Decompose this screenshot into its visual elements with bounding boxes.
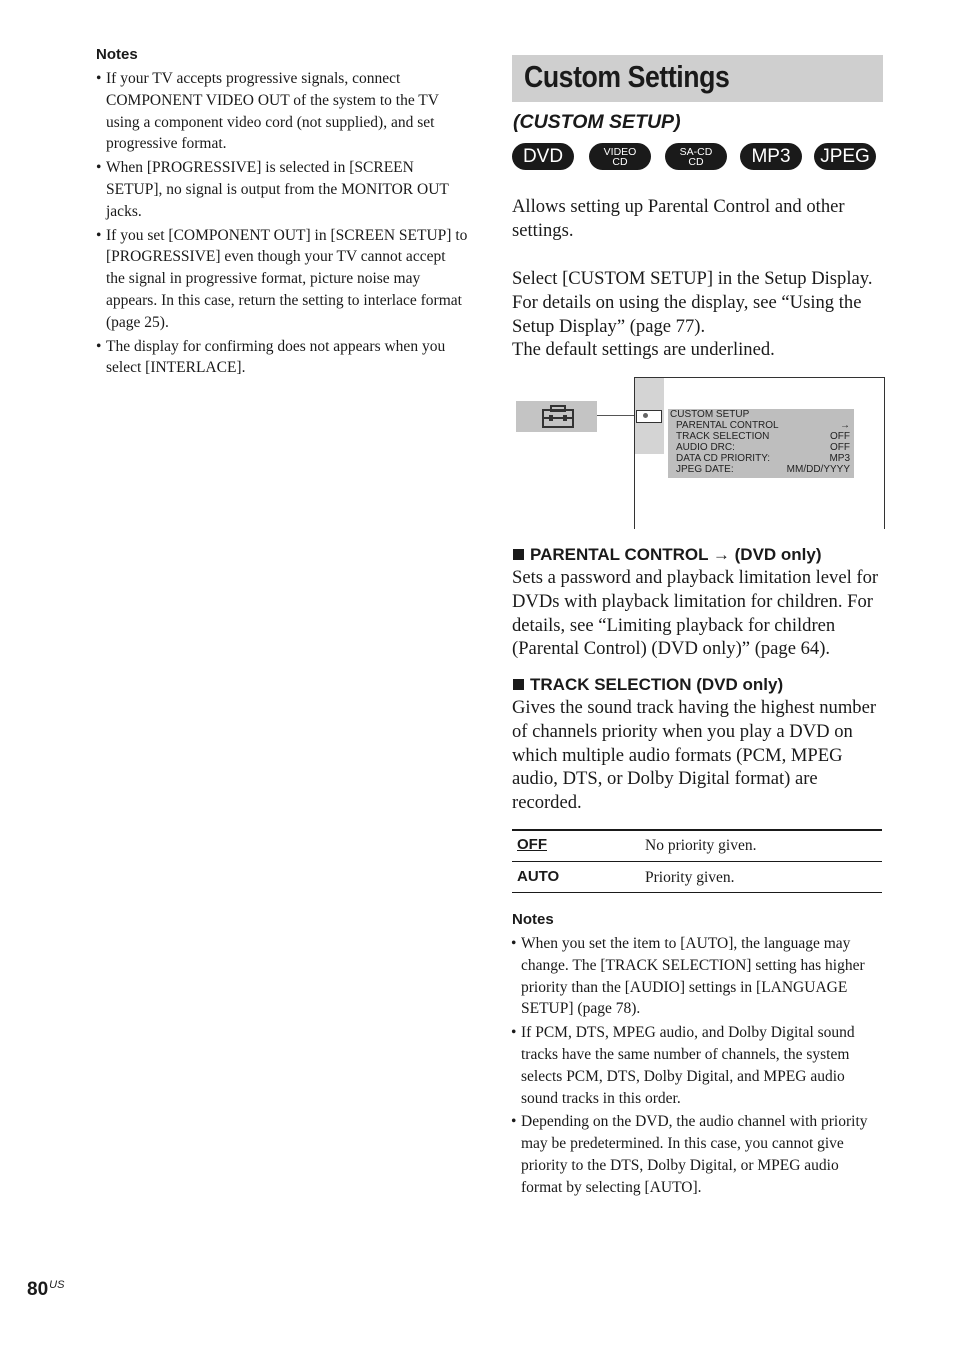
left-notes-heading: Notes <box>96 46 138 63</box>
osd-selection-dot <box>643 413 648 418</box>
connector-line <box>597 415 636 416</box>
option-desc: No priority given. <box>645 837 757 854</box>
track-selection-body: Gives the sound track having the highest number of channels priority when you play a DVD on which multiple audio formats (PCM, MPEG audio, DTS, or Dolby Digital format) are recorded. <box>512 697 877 814</box>
left-note-item: • The display for confirming does not appears when you select [INTERLACE]. <box>96 336 468 380</box>
mp3-badge-label: MP3 <box>751 146 791 167</box>
square-bullet-icon <box>513 549 524 560</box>
osd-row-value: MP3 <box>829 453 850 464</box>
osd-selected-tab <box>636 410 662 423</box>
intro-paragraph: Allows setting up Parental Control and other settings. <box>512 196 845 241</box>
page-title: Custom Settings <box>524 59 730 94</box>
sa-cd-line2: CD <box>688 155 704 168</box>
mp3-badge <box>740 143 802 170</box>
page-number <box>27 1279 64 1301</box>
right-notes-heading: Notes <box>512 911 554 928</box>
track-options-table <box>512 829 882 893</box>
track-selection-heading <box>513 675 783 695</box>
left-note-item: • If you set [COMPONENT OUT] in [SCREEN SETUP] to [PROGRESSIVE] even though your TV cannot accept the signal in progressive format, picture noise may appears. In this case, return the setting to interlace format (page 25). <box>96 225 468 334</box>
table-row <box>512 830 882 862</box>
left-note-item: • When [PROGRESSIVE] is selected in [SCREEN SETUP], no signal is output from the MONITOR OUT jacks. <box>96 157 468 222</box>
left-notes-list <box>96 68 468 381</box>
default-note: The default settings are underlined. <box>512 339 775 360</box>
setup-instructions: Select [CUSTOM SETUP] in the Setup Display. For details on using the display, see “Using the Setup Display” (page 77). <box>512 268 873 337</box>
jpeg-badge <box>814 143 876 170</box>
video-cd-line2: CD <box>612 155 628 168</box>
dvd-badge-label: DVD <box>522 146 564 167</box>
osd-row-label: JPEG DATE: <box>676 464 734 475</box>
osd-row-value: OFF <box>830 431 850 442</box>
video-cd-line1: VIDEO <box>603 145 637 158</box>
osd-row-value: MM/DD/YYYY <box>786 464 850 475</box>
osd-row-label: AUDIO DRC: <box>676 442 735 453</box>
toolbox-icon <box>516 401 597 432</box>
option-desc: Priority given. <box>645 869 735 886</box>
osd-title: CUSTOM SETUP <box>670 409 750 420</box>
osd-row[interactable] <box>676 431 850 442</box>
option-key: AUTO <box>517 868 560 885</box>
right-notes-list <box>511 933 883 1201</box>
osd-row-label: TRACK SELECTION <box>676 431 770 442</box>
track-selection-heading-text: TRACK SELECTION (DVD only) <box>530 675 784 694</box>
video-cd-badge <box>589 143 651 170</box>
title-bar <box>512 55 883 102</box>
parental-control-heading <box>513 545 822 565</box>
dvd-badge <box>512 143 574 170</box>
osd-row[interactable] <box>676 420 850 431</box>
setup-icon-box <box>516 401 597 432</box>
osd-row-value: → <box>840 420 850 431</box>
osd-row[interactable] <box>676 442 850 453</box>
osd-row-label: DATA CD PRIORITY: <box>676 453 771 464</box>
page-region: US <box>49 1279 65 1291</box>
option-key-default: OFF <box>517 836 547 853</box>
osd-title-row <box>670 409 850 420</box>
parental-control-body: Sets a password and playback limitation level for DVDs with playback limitation for children. For details, see “Limiting playback for children (Parental Control) (DVD only)” (page 64). <box>512 567 879 660</box>
jpeg-badge-label: JPEG <box>820 146 870 167</box>
parental-control-heading-text: PARENTAL CONTROL → (DVD only) <box>530 545 822 564</box>
left-note-item: • If your TV accepts progressive signals, connect COMPONENT VIDEO OUT of the system to the TV using a component video cord (not supplied), and set progressive format. <box>96 68 468 155</box>
osd-row-value: OFF <box>830 442 850 453</box>
osd-row[interactable] <box>676 453 850 464</box>
square-bullet-icon <box>513 679 524 690</box>
right-note-item: • If PCM, DTS, MPEG audio, and Dolby Digital sound tracks have the same number of channels, the system selects PCM, DTS, Dolby Digital, and MPEG audio sound tracks in this order. <box>511 1022 883 1109</box>
right-note-item: • When you set the item to [AUTO], the language may change. The [TRACK SELECTION] setting has higher priority than the [AUDIO] settings in [LANGUAGE SETUP] (page 78). <box>511 933 883 1020</box>
sa-cd-badge <box>665 143 727 170</box>
osd-row[interactable] <box>676 464 850 475</box>
table-bottom-rule <box>512 892 882 893</box>
page-subtitle: (CUSTOM SETUP) <box>513 111 681 133</box>
table-row <box>512 862 882 894</box>
sa-cd-line1: SA-CD <box>679 145 713 158</box>
osd-panel <box>668 409 854 478</box>
osd-row-label: PARENTAL CONTROL <box>676 420 779 431</box>
page-number-value: 80 <box>27 1279 49 1300</box>
right-note-item: • Depending on the DVD, the audio channel with priority may be predetermined. In this case, you cannot give priority to the DTS, Dolby Digital, or MPEG audio format by selecting [AUTO]. <box>511 1111 883 1198</box>
